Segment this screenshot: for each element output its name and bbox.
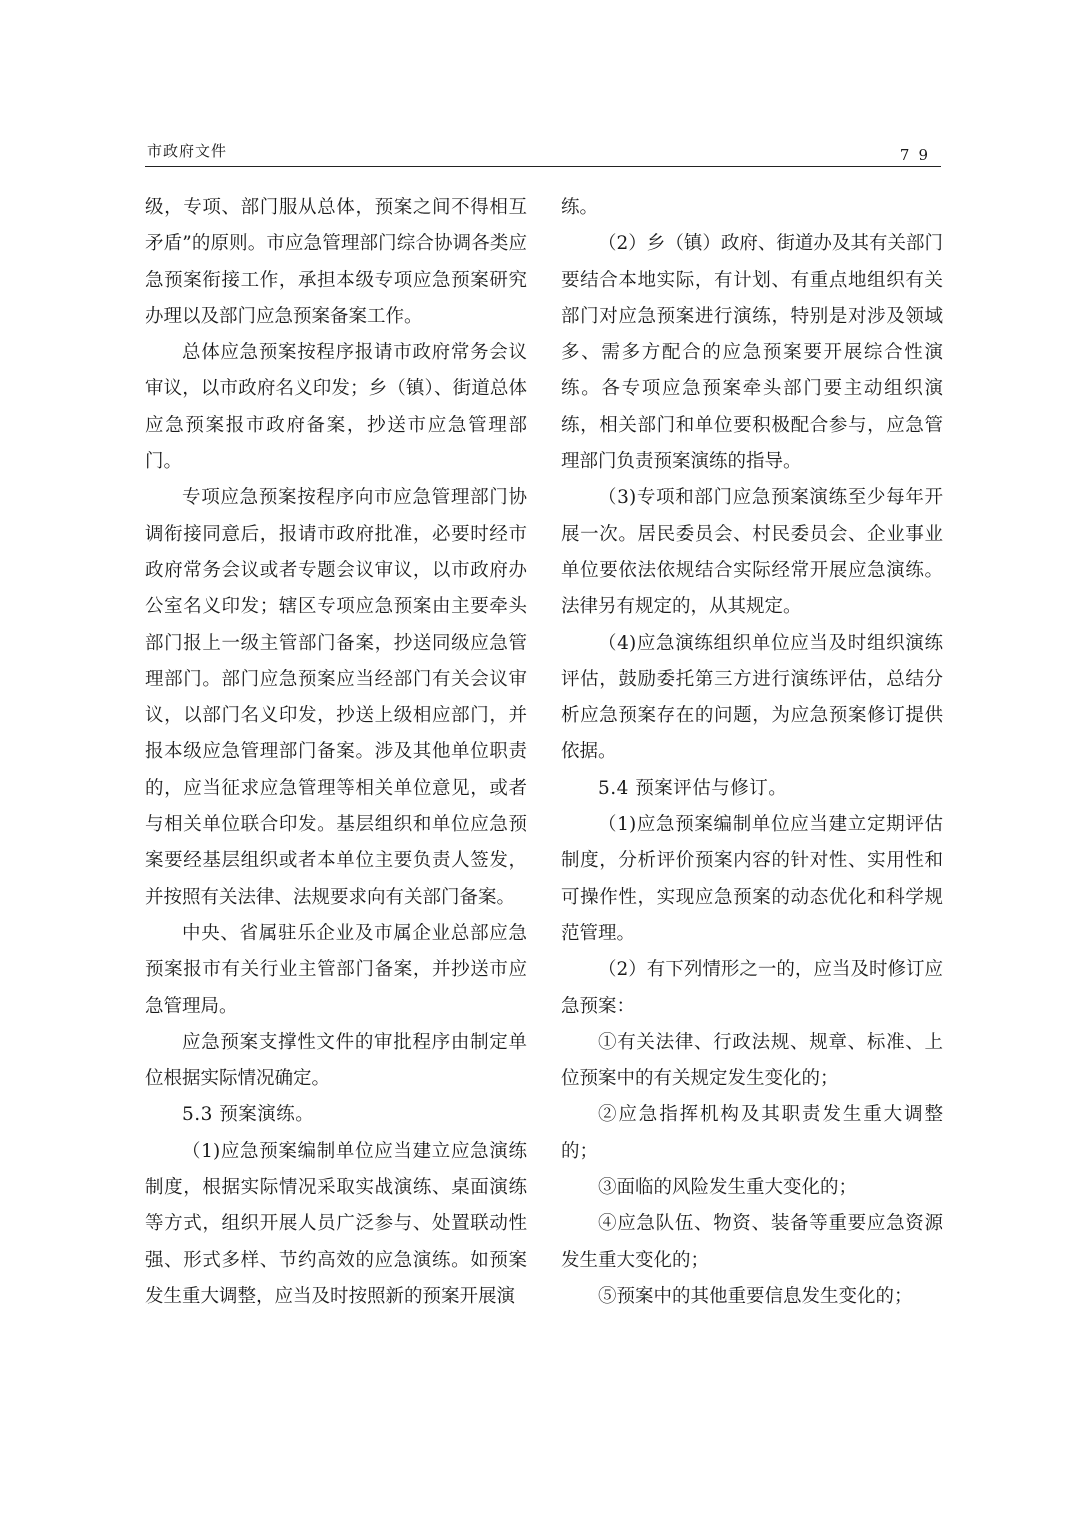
paragraph: 应急预案支撑性文件的审批程序由制定单位根据实际情况确定。 xyxy=(145,1031,527,1090)
document-series-title: 市政府文件 xyxy=(147,142,228,160)
section-heading-5-3: 5.3 预案演练。 xyxy=(182,1104,315,1126)
paragraph: 中央、省属驻乐企业及市属企业总部应急预案报市有关行业主管部门备案，并抄送市应急管理局。 xyxy=(145,922,527,1017)
list-item: ①有关法律、行政法规、规章、标准、上位预案中的有关规定发生变化的； xyxy=(561,1031,943,1090)
page-header xyxy=(145,136,941,167)
paragraph: （1)应急预案编制单位应当建立定期评估制度，分析评价预案内容的针对性、实用性和可操作性，实现应急预案的动态优化和科学规范管理。 xyxy=(561,814,943,944)
section-heading-5-4: 5.4 预案评估与修订。 xyxy=(598,777,788,799)
paragraph: 练。 xyxy=(561,197,599,218)
paragraph: 专项应急预案按程序向市应急管理部门协调衔接同意后，报请市政府批准，必要时经市政府常务会议或者专题会议审议，以市政府办公室名义印发；辖区专项应急预案由主要牵头部门报上一级主管部门备案，抄送同级应急管理部门。部门应急预案应当经部门有关会议审议，以部门名义印发，抄送上级相应部门，并报本级应急管理部门备案。涉及其他单位职责的，应当征求应急管理等相关单位意见，或者与相关单位联合印发。基层组织和单位应急预案要经基层组织或者本单位主要负责人签发，并按照有关法律、法规要求向有关部门备案。 xyxy=(145,487,527,908)
list-item: ③面临的风险发生重大变化的； xyxy=(598,1177,858,1199)
list-item: ⑤预案中的其他重要信息发生变化的； xyxy=(598,1285,913,1307)
paragraph: （1)应急预案编制单位应当建立应急演练制度，根据实际情况采取实战演练、桌面演练等方式，组织开展人员广泛参与、处置联动性强、形式多样、节约高效的应急演练。如预案发生重大调整，应当及时按照新的预案开展演 xyxy=(145,1140,527,1307)
paragraph: （2）有下列情形之一的，应当及时修订应急预案： xyxy=(561,959,943,1017)
paragraph: 级，专项、部门服从总体，预案之间不得相互矛盾”的原则。市应急管理部门综合协调各类应急预案衔接工作，承担本级专项应急预案研究办理以及部门应急预案备案工作。 xyxy=(145,197,527,327)
left-column xyxy=(145,190,527,1315)
list-item: ②应急指挥机构及其职责发生重大调整的； xyxy=(561,1104,943,1162)
paragraph: （3)专项和部门应急预案演练至少每年开展一次。居民委员会、村民委员会、企业事业单位要依法依规结合实际经常开展应急演练。法律另有规定的，从其规定。 xyxy=(561,487,943,618)
page-number: 79 xyxy=(899,146,937,164)
right-column xyxy=(561,190,943,1315)
list-item: ④应急队伍、物资、装备等重要应急资源发生重大变化的； xyxy=(561,1213,943,1271)
paragraph: （4)应急演练组织单位应当及时组织演练评估，鼓励委托第三方进行演练评估，总结分析应急预案存在的问题，为应急预案修订提供依据。 xyxy=(561,632,943,763)
paragraph: （2）乡（镇）政府、街道办及其有关部门要结合本地实际，有计划、有重点地组织有关部门对应急预案进行演练，特别是对涉及领域多、需多方配合的应急预案要开展综合性演练。各专项应急预案牵头部门要主动组织演练，相关部门和单位要积极配合参与，应急管理部门负责预案演练的指导。 xyxy=(561,233,943,473)
paragraph: 总体应急预案按程序报请市政府常务会议审议，以市政府名义印发；乡（镇）、街道总体应急预案报市政府备案，抄送市应急管理部门。 xyxy=(145,342,527,473)
